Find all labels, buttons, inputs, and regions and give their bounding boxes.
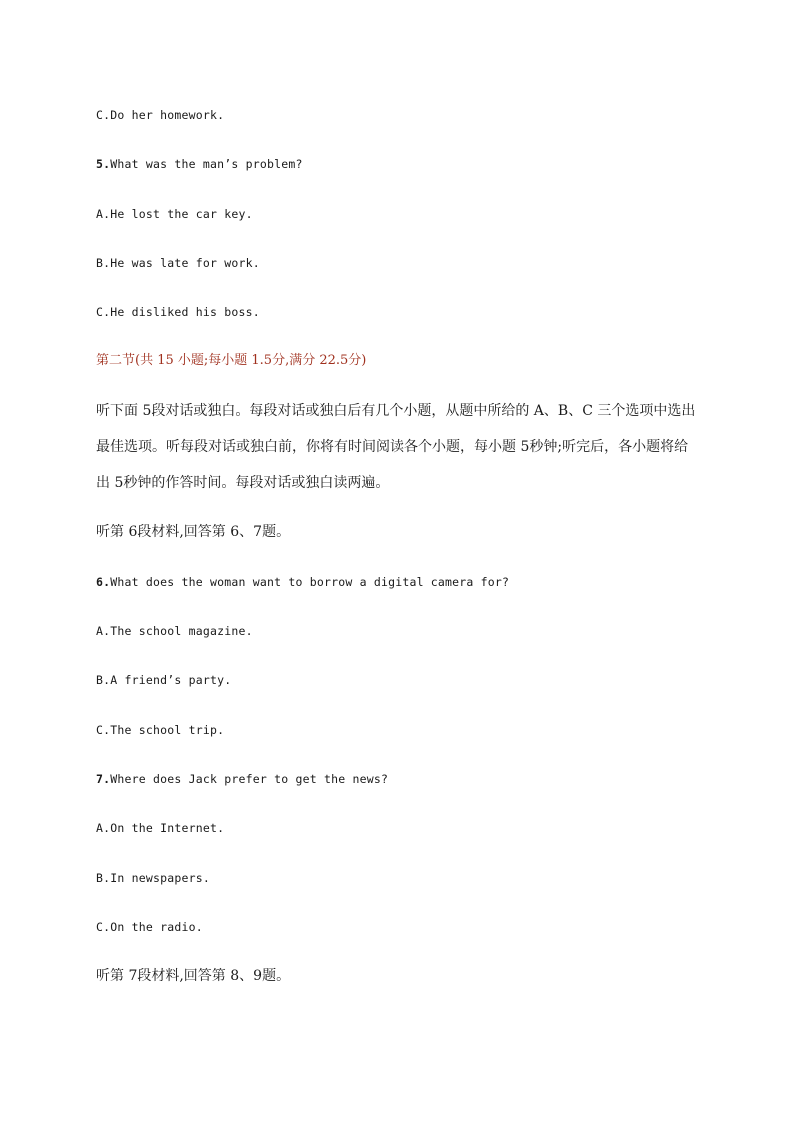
question-6-option-b: B.A friend’s party. (96, 673, 232, 687)
question-6 (96, 574, 509, 590)
material-7-instruction: 听第 7段材料,回答第 8、9题。 (96, 968, 291, 984)
question-5-number: 5. (96, 157, 111, 171)
question-7-text: Where does Jack prefer to get the news? (110, 772, 389, 786)
question-7-option-a: A.On the Internet. (96, 821, 225, 835)
question-7 (96, 771, 388, 787)
question-5-option-a: A.He lost the car key. (96, 207, 253, 221)
question-6-text: What does the woman want to borrow a digital camera for? (110, 575, 510, 589)
question-7-option-b: B.In newspapers. (96, 871, 210, 885)
question-7-number: 7. (96, 772, 111, 786)
question-7-option-c: C.On the radio. (96, 920, 203, 934)
question-6-option-a: A.The school magazine. (96, 624, 253, 638)
question-5-option-b: B.He was late for work. (96, 256, 260, 270)
question-6-option-c: C.The school trip. (96, 723, 225, 737)
instructions-line-3: 出 5秒钟的作答时间。每段对话或独白读两遍。 (96, 475, 390, 491)
question-5-text: What was the man’s problem? (110, 157, 303, 171)
section-2-heading: 第二节(共 15 小题;每小题 1.5分,满分 22.5分) (96, 353, 367, 368)
question-4-option-c: C.Do her homework. (96, 108, 225, 122)
instructions-line-2: 最佳选项。听每段对话或独白前，你将有时间阅读各个小题，每小题 5秒钟;听完后，各小题将给 (96, 439, 689, 455)
question-5-option-c: C.He disliked his boss. (96, 305, 260, 319)
instructions-line-1: 听下面 5段对话或独白。每段对话或独白后有几个小题，从题中所给的 A、B、C 三个选项中选出 (96, 403, 696, 419)
question-5 (96, 156, 303, 172)
material-6-instruction: 听第 6段材料,回答第 6、7题。 (96, 524, 291, 540)
question-6-number: 6. (96, 575, 111, 589)
